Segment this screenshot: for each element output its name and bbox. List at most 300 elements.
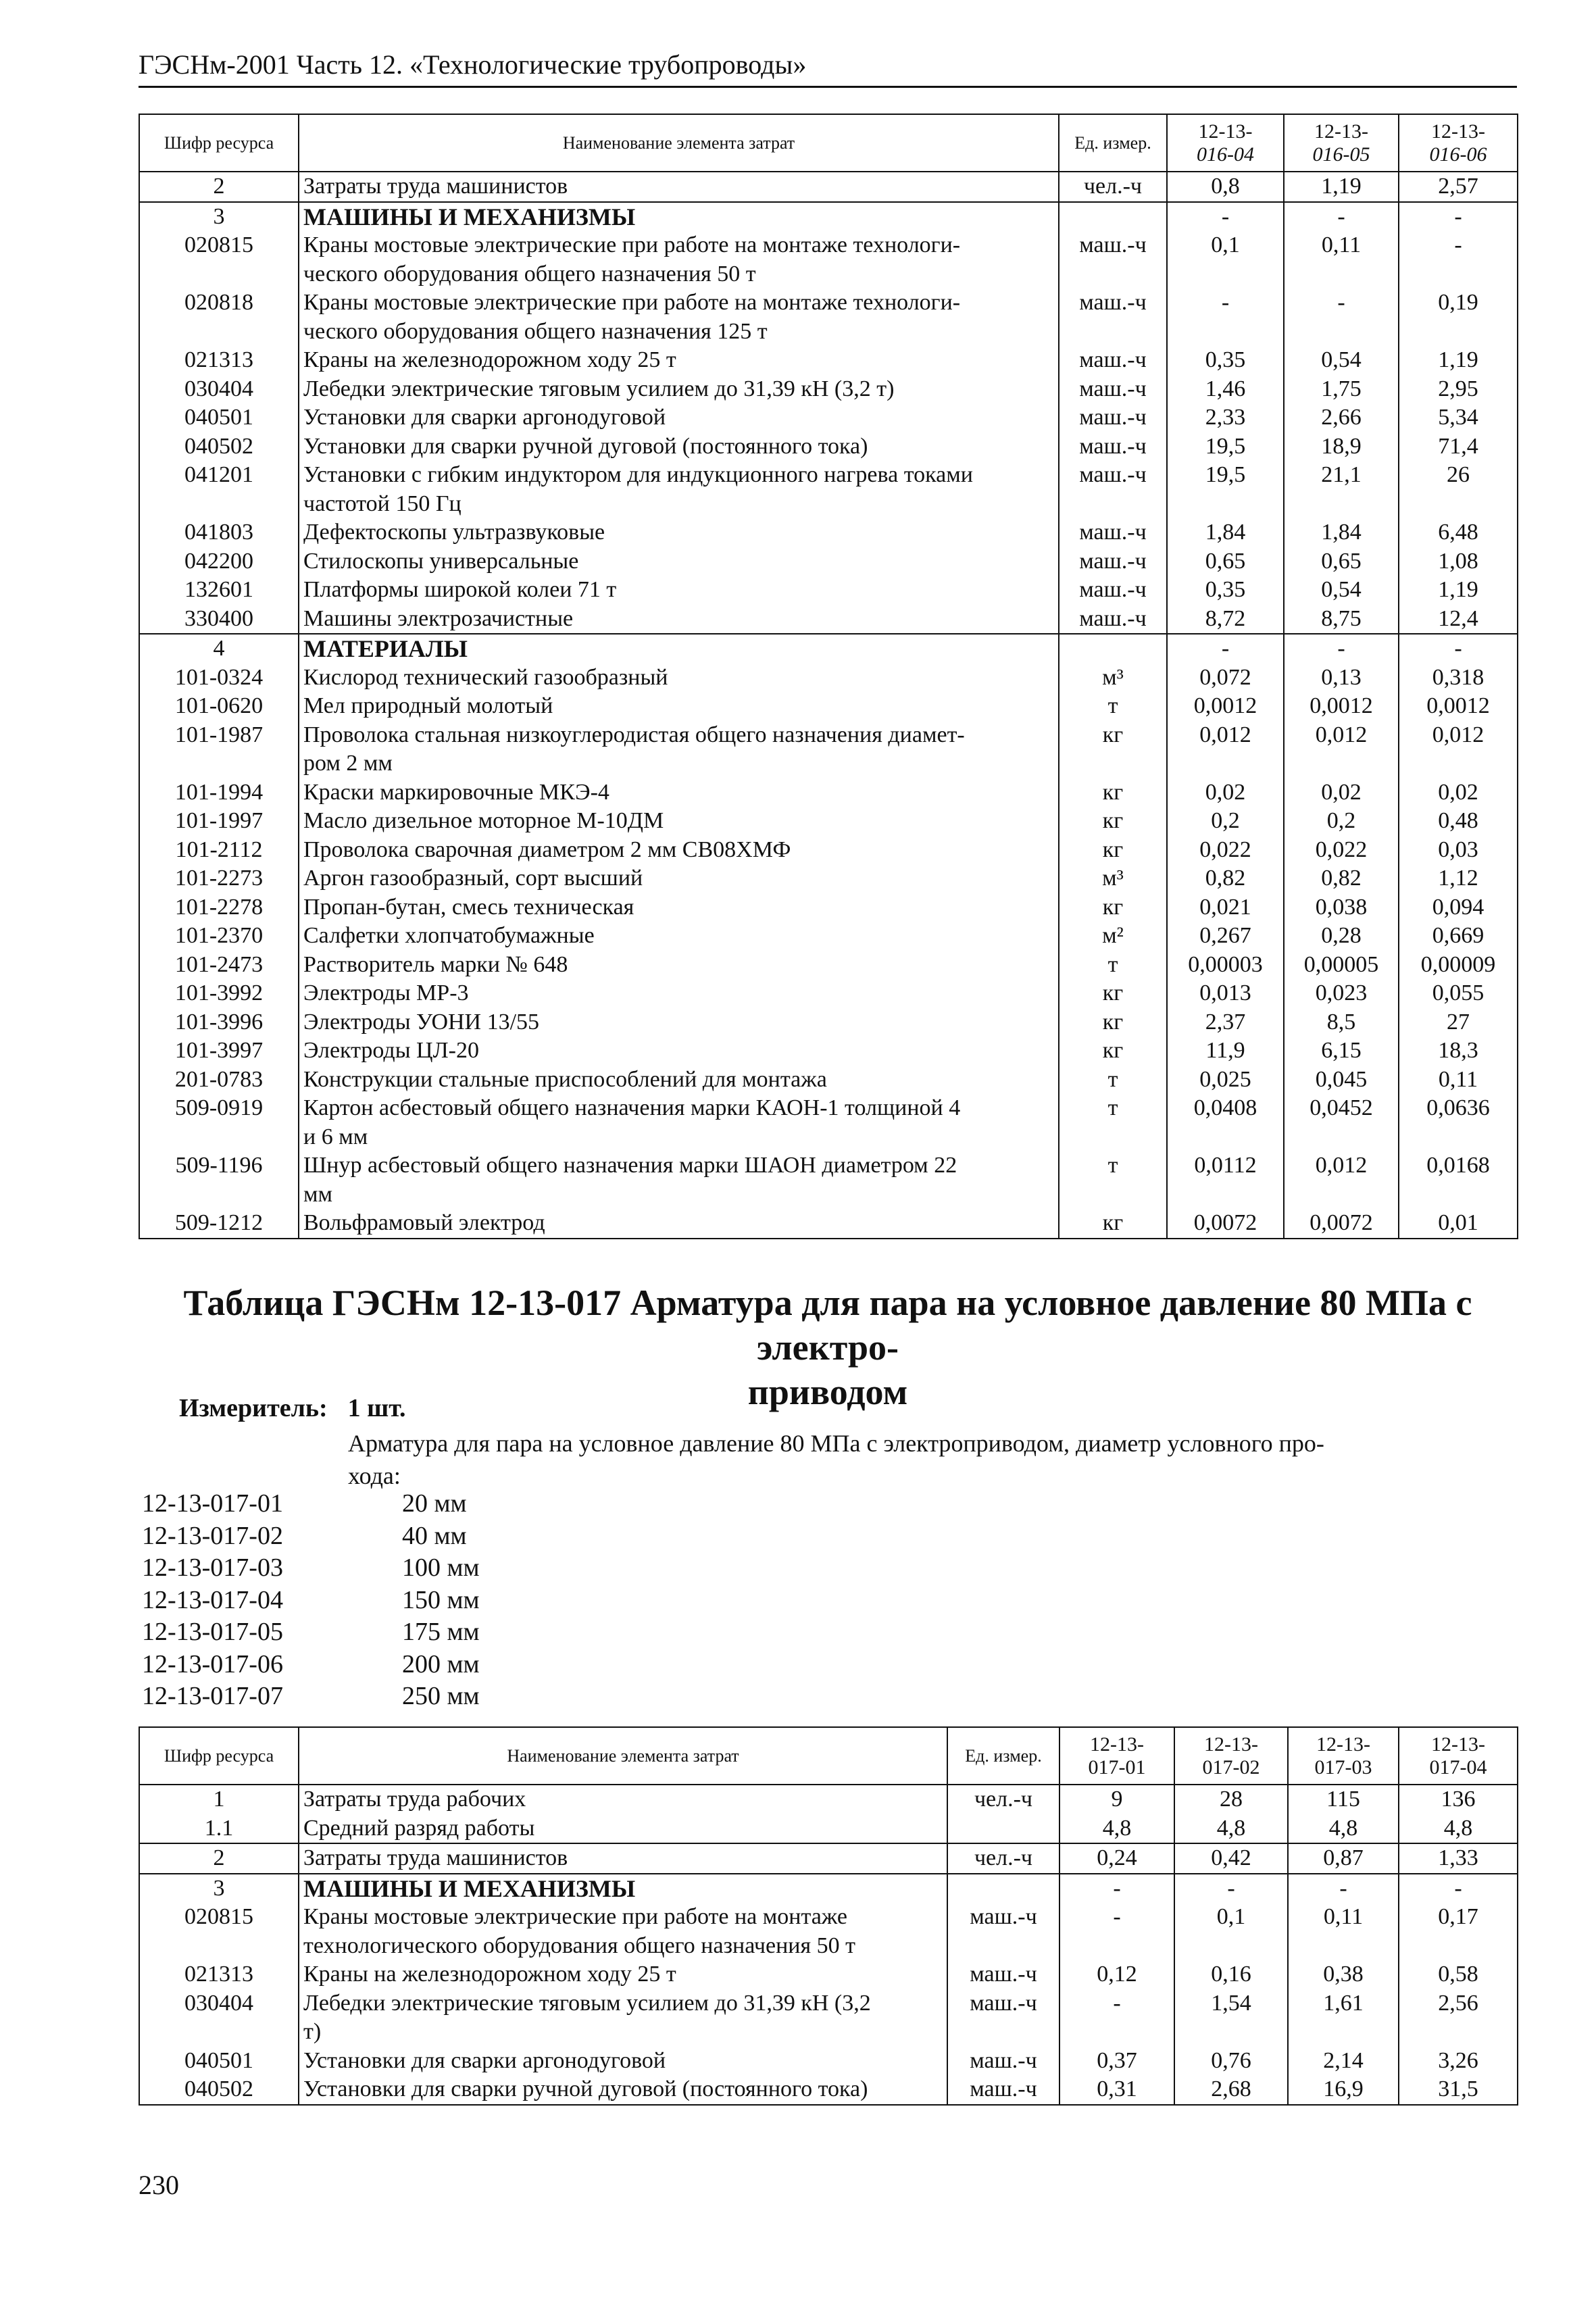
norm-value: - (1399, 231, 1518, 289)
name-line: Установки с гибким индуктором для индукционного нагрева токами (303, 462, 973, 487)
norm-value: 0,0072 (1284, 1209, 1399, 1239)
norm-value: 0,31 (1059, 2075, 1174, 2105)
name-line: Вольфрамовый электрод (303, 1210, 545, 1235)
norm-value: - (1167, 289, 1284, 346)
variant-row (142, 1488, 480, 1520)
page-number: 230 (139, 2170, 179, 2200)
norm-value: 0,0112 (1167, 1151, 1284, 1209)
norm-value: 18,9 (1284, 432, 1399, 462)
resource-code: 3 (139, 202, 299, 232)
norm-value: - (1399, 1874, 1518, 1903)
norm-value: 0,038 (1284, 893, 1399, 922)
name-line: Затраты труда рабочих (303, 1787, 526, 1812)
resource-code: 040501 (139, 403, 299, 432)
unit: кг (1059, 721, 1167, 778)
norm-value: 0,35 (1167, 346, 1284, 375)
table-row (139, 1209, 1518, 1239)
unit: т (1059, 951, 1167, 980)
cost-element-name (299, 432, 1059, 462)
unit: маш.-ч (1059, 605, 1167, 634)
unit: маш.-ч (1059, 231, 1167, 289)
table-row (139, 576, 1518, 605)
norm-value: 0,02 (1399, 778, 1518, 807)
table-row (139, 289, 1518, 346)
unit: кг (1059, 893, 1167, 922)
norm-value: 26 (1399, 461, 1518, 518)
norm-value: 0,0012 (1284, 692, 1399, 721)
cost-element-name (299, 1785, 947, 1814)
unit: кг (1059, 1008, 1167, 1037)
resource-code: 021313 (139, 346, 299, 375)
page-header: ГЭСНм-2001 Часть 12. «Технологические трубопроводы» (139, 49, 1517, 88)
header-cost-element-name: Наименование элемента затрат (299, 1727, 947, 1785)
table-row (139, 1785, 1518, 1814)
variant-code: 12-13-017-06 (142, 1649, 283, 1678)
norm-value: 0,48 (1399, 807, 1518, 836)
norm-value: 1,19 (1284, 172, 1399, 202)
variant-code: 12-13-017-01 (142, 1489, 283, 1518)
norm-value: 0,24 (1059, 1843, 1174, 1874)
name-line: Проволока стальная низкоуглеродистая общего назначения диамет- (303, 722, 965, 747)
norm-value: 0,03 (1399, 836, 1518, 865)
norm-value: 0,19 (1399, 289, 1518, 346)
norm-value: 0,42 (1174, 1843, 1288, 1874)
name-line: Аргон газообразный, сорт высший (303, 866, 643, 891)
name-line: мм (303, 1181, 333, 1207)
unit: т (1059, 1066, 1167, 1095)
table-row (139, 1874, 1518, 1903)
name-line: Краны мостовые электрические при работе на монтаже технологи- (303, 290, 961, 315)
cost-element-name (299, 979, 1059, 1008)
unit: маш.-ч (947, 1960, 1059, 1989)
unit: маш.-ч (1059, 432, 1167, 462)
unit: чел.-ч (1059, 172, 1167, 202)
table-row (139, 1151, 1518, 1209)
cost-element-name (299, 951, 1059, 980)
norm-value: 0,0072 (1167, 1209, 1284, 1239)
table-row (139, 1094, 1518, 1151)
resource-code: 509-1212 (139, 1209, 299, 1239)
norm-value: 2,95 (1399, 375, 1518, 404)
unit: кг (1059, 979, 1167, 1008)
cost-element-name (299, 1209, 1059, 1239)
measurement-unit (179, 1393, 426, 1423)
norm-value: 19,5 (1167, 432, 1284, 462)
name-line: Краны на железнодорожном ходу 25 т (303, 1962, 676, 1987)
header-norm-016-04: 12-13- 016-04 (1167, 114, 1284, 172)
norm-value: 0,82 (1284, 864, 1399, 893)
norm-value: 0,025 (1167, 1066, 1284, 1095)
table-row (139, 231, 1518, 289)
table-row (139, 1008, 1518, 1037)
name-line: Дефектоскопы ультразвуковые (303, 520, 605, 545)
resource-table-016 (139, 114, 1518, 1239)
header-resource-code: Шифр ресурса (139, 114, 299, 172)
unit: маш.-ч (1059, 547, 1167, 576)
norm-value: 1,19 (1399, 346, 1518, 375)
norm-value: 71,4 (1399, 432, 1518, 462)
table-row (139, 346, 1518, 375)
variant-row (142, 1681, 480, 1713)
resource-code: 101-3996 (139, 1008, 299, 1037)
norm-value: 1,61 (1288, 1989, 1399, 2047)
variant-list (142, 1488, 480, 1713)
norm-value: 0,87 (1288, 1843, 1399, 1874)
name-line: Краны мостовые электрические при работе на монтаже технологи- (303, 232, 961, 257)
table-row (139, 692, 1518, 721)
norm-value: 0,11 (1288, 1903, 1399, 1960)
resource-code: 101-0620 (139, 692, 299, 721)
table-row (139, 1037, 1518, 1066)
name-line: Пропан-бутан, смесь техническая (303, 894, 634, 920)
norm-value: 2,57 (1399, 172, 1518, 202)
norm-value: - (1284, 289, 1399, 346)
meter-value: 1 шт. (347, 1394, 406, 1422)
cost-element-name (299, 664, 1059, 693)
norm-value: 4,8 (1059, 1814, 1174, 1844)
resource-code: 3 (139, 1874, 299, 1903)
unit: маш.-ч (1059, 461, 1167, 518)
table-row (139, 836, 1518, 865)
norm-value: 0,021 (1167, 893, 1284, 922)
unit: маш.-ч (947, 2047, 1059, 2076)
norm-value: 6,48 (1399, 518, 1518, 547)
unit: кг (1059, 836, 1167, 865)
name-line: Краны на железнодорожном ходу 25 т (303, 347, 676, 372)
norm-value: 0,0012 (1167, 692, 1284, 721)
name-line: Электроды ЦЛ-20 (303, 1038, 479, 1063)
resource-code: 021313 (139, 1960, 299, 1989)
norm-value: 0,1 (1167, 231, 1284, 289)
name-line: Краски маркировочные МКЭ-4 (303, 779, 609, 805)
table-row (139, 1066, 1518, 1095)
norm-value: - (1059, 1989, 1174, 2047)
norm-value: 0,022 (1284, 836, 1399, 865)
cost-element-name (299, 461, 1059, 518)
norm-value: 0,01 (1399, 1209, 1518, 1239)
resource-code: 041803 (139, 518, 299, 547)
resource-code: 020815 (139, 231, 299, 289)
norm-value: 0,28 (1284, 922, 1399, 951)
norm-value: 11,9 (1167, 1037, 1284, 1066)
name-line: Салфетки хлопчатобумажные (303, 923, 595, 948)
cost-element-name (299, 518, 1059, 547)
name-line: Затраты труда машинистов (303, 1845, 568, 1870)
unit: маш.-ч (1059, 346, 1167, 375)
norm-value: 0,12 (1059, 1960, 1174, 1989)
norm-value: 19,5 (1167, 461, 1284, 518)
resource-code: 509-1196 (139, 1151, 299, 1209)
norm-value: 8,5 (1284, 1008, 1399, 1037)
variant-row (142, 1649, 480, 1681)
table-row (139, 979, 1518, 1008)
norm-value: 2,14 (1288, 2047, 1399, 2076)
resource-table-017 (139, 1726, 1518, 2106)
norm-value: - (1288, 1874, 1399, 1903)
norm-value: 0,013 (1167, 979, 1284, 1008)
table-row (139, 951, 1518, 980)
unit: т (1059, 692, 1167, 721)
norm-value: 0,267 (1167, 922, 1284, 951)
norm-value: - (1059, 1874, 1174, 1903)
norm-value: 1,12 (1399, 864, 1518, 893)
unit: маш.-ч (1059, 289, 1167, 346)
unit (947, 1814, 1059, 1844)
norm-value: 0,8 (1167, 172, 1284, 202)
norm-value: 0,012 (1284, 1151, 1399, 1209)
name-line: Средний разряд работы (303, 1815, 535, 1841)
resource-code: 101-1997 (139, 807, 299, 836)
cost-element-name (299, 231, 1059, 289)
resource-code: 101-2370 (139, 922, 299, 951)
table-row (139, 1814, 1518, 1844)
variant-diameter: 250 мм (402, 1682, 480, 1710)
norm-value: 2,66 (1284, 403, 1399, 432)
norm-value: 0,11 (1284, 231, 1399, 289)
name-line: Масло дизельное моторное М-10ДМ (303, 808, 664, 833)
table-row (139, 1960, 1518, 1989)
unit: м³ (1059, 664, 1167, 693)
variant-diameter: 20 мм (402, 1489, 467, 1518)
header-resource-code: Шифр ресурса (139, 1727, 299, 1785)
norm-value: 0,012 (1284, 721, 1399, 778)
norm-value: 0,2 (1167, 807, 1284, 836)
norm-value: - (1284, 634, 1399, 664)
norm-value: 136 (1399, 1785, 1518, 1814)
norm-value: 1,33 (1399, 1843, 1518, 1874)
resource-code: 509-0919 (139, 1094, 299, 1151)
norm-value: 0,00003 (1167, 951, 1284, 980)
variant-diameter: 40 мм (402, 1521, 467, 1550)
norm-value: 4,8 (1399, 1814, 1518, 1844)
norm-value: - (1399, 634, 1518, 664)
norm-value: 0,35 (1167, 576, 1284, 605)
resource-code: 040502 (139, 432, 299, 462)
table-row (139, 778, 1518, 807)
cost-element-name (299, 1989, 947, 2047)
norm-value: 0,54 (1284, 346, 1399, 375)
header-unit: Ед. измер. (947, 1727, 1059, 1785)
norm-value: 0,16 (1174, 1960, 1288, 1989)
cost-element-name (299, 576, 1059, 605)
cost-element-name (299, 2047, 947, 2076)
cost-element-name (299, 778, 1059, 807)
resource-code: 040502 (139, 2075, 299, 2105)
name-line: ром 2 мм (303, 751, 393, 776)
cost-element-name (299, 1037, 1059, 1066)
variant-diameter: 150 мм (402, 1585, 480, 1614)
norm-value: 2,37 (1167, 1008, 1284, 1037)
resource-code: 041201 (139, 461, 299, 518)
name-line: Электроды МР-3 (303, 980, 469, 1005)
norm-value: 0,76 (1174, 2047, 1288, 2076)
name-line: Установки для сварки ручной дуговой (постоянного тока) (303, 433, 868, 459)
norm-value: 0,17 (1399, 1903, 1518, 1960)
norm-value: 0,0408 (1167, 1094, 1284, 1151)
table-row (139, 403, 1518, 432)
cost-element-name (299, 605, 1059, 634)
norm-value: 0,1 (1174, 1903, 1288, 1960)
cost-element-name (299, 172, 1059, 202)
variant-diameter: 100 мм (402, 1553, 480, 1582)
header-norm-017-01: 12-13- 017-01 (1059, 1727, 1174, 1785)
table-row (139, 461, 1518, 518)
name-line: Конструкции стальные приспособлений для монтажа (303, 1066, 827, 1092)
norm-value: 0,82 (1167, 864, 1284, 893)
name-line: Мел природный молотый (303, 693, 553, 718)
unit: маш.-ч (947, 1903, 1059, 1960)
resource-code: 2 (139, 1843, 299, 1874)
norm-value: 8,75 (1284, 605, 1399, 634)
cost-element-name (299, 692, 1059, 721)
name-line: МАШИНЫ И МЕХАНИЗМЫ (303, 1874, 636, 1902)
header-unit: Ед. измер. (1059, 114, 1167, 172)
norm-value: 0,0168 (1399, 1151, 1518, 1209)
cost-element-name (299, 1066, 1059, 1095)
resource-code: 020815 (139, 1903, 299, 1960)
norm-value: - (1167, 202, 1284, 232)
name-line: Шнур асбестовый общего назначения марки ШАОН диаметром 22 (303, 1153, 957, 1178)
norm-value: 0,02 (1167, 778, 1284, 807)
norm-value: - (1059, 1903, 1174, 1960)
norm-value: - (1174, 1874, 1288, 1903)
table-row (139, 202, 1518, 232)
norm-value: 0,02 (1284, 778, 1399, 807)
norm-value: 4,8 (1288, 1814, 1399, 1844)
norm-value: 1,54 (1174, 1989, 1288, 2047)
name-line: Лебедки электрические тяговым усилием до 31,39 кН (3,2 (303, 1990, 871, 2016)
cost-element-name (299, 403, 1059, 432)
norm-value: 0,65 (1284, 547, 1399, 576)
unit: кг (1059, 1209, 1167, 1239)
name-line: частотой 150 Гц (303, 491, 462, 516)
cost-element-name (299, 634, 1059, 664)
norm-value: 0,37 (1059, 2047, 1174, 2076)
norm-value: 0,00005 (1284, 951, 1399, 980)
norm-value: 0,54 (1284, 576, 1399, 605)
unit: м³ (1059, 864, 1167, 893)
norm-value: 0,012 (1167, 721, 1284, 778)
resource-code: 101-2112 (139, 836, 299, 865)
norm-value: 2,68 (1174, 2075, 1288, 2105)
norm-value: 9 (1059, 1785, 1174, 1814)
name-line: МАШИНЫ И МЕХАНИЗМЫ (303, 203, 636, 230)
variant-diameter: 200 мм (402, 1649, 480, 1678)
cost-element-name (299, 893, 1059, 922)
header-norm-016-06: 12-13- 016-06 (1399, 114, 1518, 172)
unit: маш.-ч (1059, 518, 1167, 547)
norm-value: 2,33 (1167, 403, 1284, 432)
cost-element-name (299, 2075, 947, 2105)
table-description: Арматура для пара на условное давление 80 МПа с электроприводом, диаметр условного про- хода: (348, 1430, 1324, 1489)
norm-value: 0,2 (1284, 807, 1399, 836)
unit: кг (1059, 807, 1167, 836)
norm-value: 0,669 (1399, 922, 1518, 951)
unit: маш.-ч (947, 2075, 1059, 2105)
name-line: Краны мостовые электрические при работе на монтаже (303, 1904, 847, 1929)
norm-value: 0,13 (1284, 664, 1399, 693)
norm-value: 21,1 (1284, 461, 1399, 518)
variant-code: 12-13-017-07 (142, 1682, 283, 1710)
cost-element-name (299, 346, 1059, 375)
unit: м² (1059, 922, 1167, 951)
resource-code: 030404 (139, 1989, 299, 2047)
norm-value: 27 (1399, 1008, 1518, 1037)
table-row (139, 172, 1518, 202)
norm-value: 31,5 (1399, 2075, 1518, 2105)
variant-code: 12-13-017-04 (142, 1585, 283, 1614)
cost-element-name (299, 1094, 1059, 1151)
norm-value: 0,00009 (1399, 951, 1518, 980)
meter-label: Измеритель: (179, 1394, 328, 1422)
norm-value: 8,72 (1167, 605, 1284, 634)
unit (1059, 202, 1167, 232)
norm-value: 0,58 (1399, 1960, 1518, 1989)
cost-element-name (299, 202, 1059, 232)
resource-code: 132601 (139, 576, 299, 605)
norm-value: 0,012 (1399, 721, 1518, 778)
unit: кг (1059, 778, 1167, 807)
resource-code: 201-0783 (139, 1066, 299, 1095)
table-row (139, 605, 1518, 634)
cost-element-name (299, 807, 1059, 836)
norm-value: 2,56 (1399, 1989, 1518, 2047)
norm-value: - (1167, 634, 1284, 664)
resource-code: 020818 (139, 289, 299, 346)
norm-value: 0,045 (1284, 1066, 1399, 1095)
name-line: Установки для сварки аргонодуговой (303, 2047, 666, 2073)
cost-element-name (299, 547, 1059, 576)
norm-value: 1,46 (1167, 375, 1284, 404)
unit: кг (1059, 1037, 1167, 1066)
resource-code: 040501 (139, 2047, 299, 2076)
header-cost-element-name: Наименование элемента затрат (299, 114, 1059, 172)
cost-element-name (299, 1151, 1059, 1209)
resource-code: 1.1 (139, 1814, 299, 1844)
cost-element-name (299, 1843, 947, 1874)
unit: маш.-ч (1059, 403, 1167, 432)
norm-value: 0,094 (1399, 893, 1518, 922)
norm-value: 115 (1288, 1785, 1399, 1814)
name-line: Стилоскопы универсальные (303, 548, 579, 574)
norm-value: 0,022 (1167, 836, 1284, 865)
table-row (139, 1989, 1518, 2047)
name-line: и 6 мм (303, 1124, 368, 1149)
resource-code: 330400 (139, 605, 299, 634)
norm-value: 6,15 (1284, 1037, 1399, 1066)
norm-value: 0,055 (1399, 979, 1518, 1008)
resource-code: 030404 (139, 375, 299, 404)
norm-value: 3,26 (1399, 2047, 1518, 2076)
table-row (139, 864, 1518, 893)
table-row (139, 807, 1518, 836)
norm-value: 16,9 (1288, 2075, 1399, 2105)
norm-value: 0,318 (1399, 664, 1518, 693)
name-line: Машины электрозачистные (303, 605, 574, 631)
variant-row (142, 1552, 480, 1585)
table-row (139, 721, 1518, 778)
unit: т (1059, 1094, 1167, 1151)
table-row (139, 1903, 1518, 1960)
cost-element-name (299, 1960, 947, 1989)
norm-value: 0,0012 (1399, 692, 1518, 721)
variant-row (142, 1616, 480, 1649)
resource-code: 101-2273 (139, 864, 299, 893)
table-row (139, 893, 1518, 922)
norm-value: 0,072 (1167, 664, 1284, 693)
norm-value: 0,11 (1399, 1066, 1518, 1095)
norm-value: 28 (1174, 1785, 1288, 1814)
